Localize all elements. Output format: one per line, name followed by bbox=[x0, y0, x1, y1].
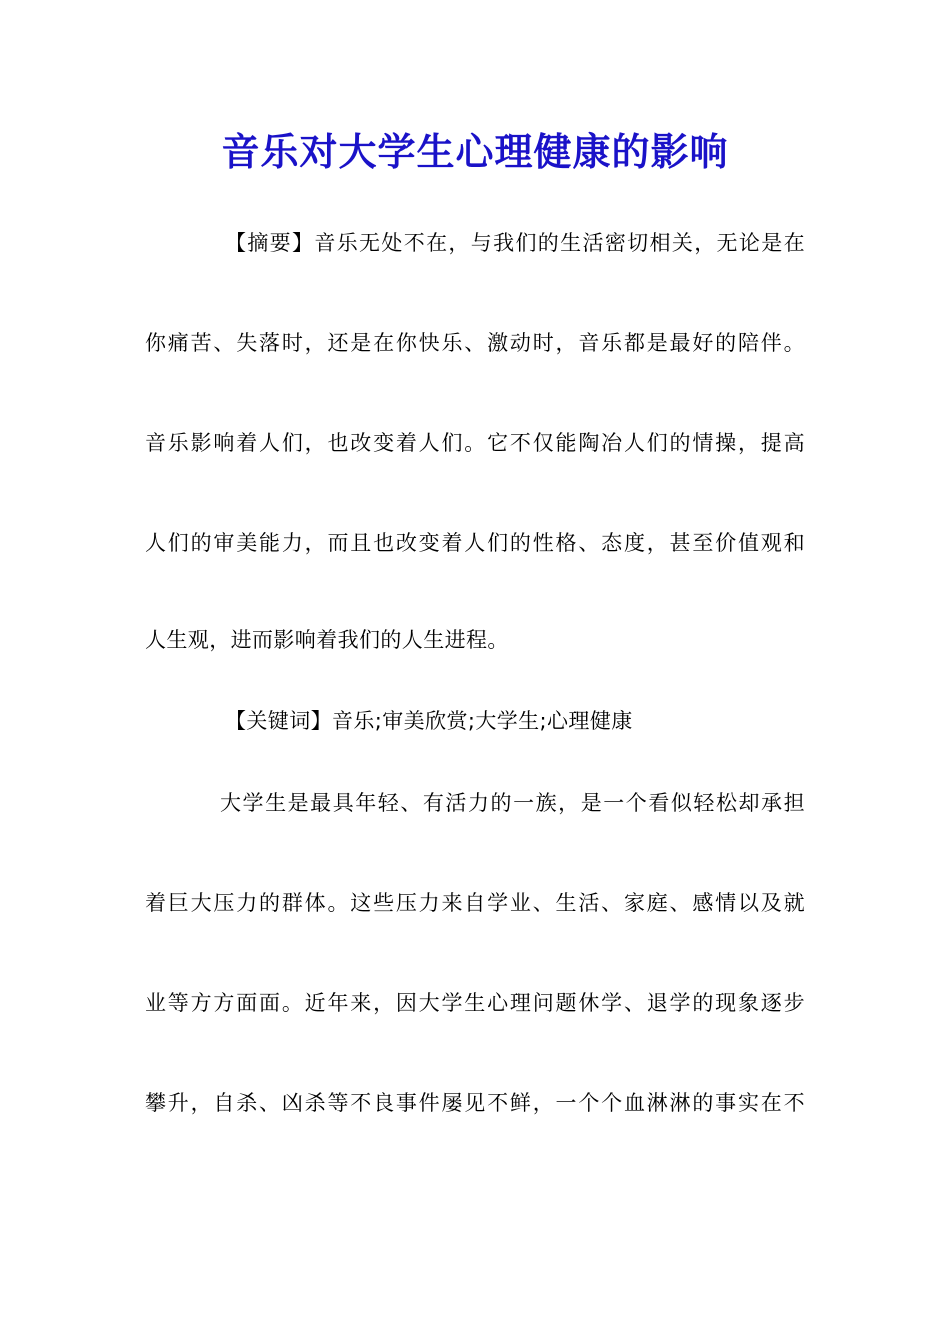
keywords-line: 【关键词】音乐;审美欣赏;大学生;心理健康 bbox=[225, 709, 633, 733]
abstract-line-1: 【摘要】音乐无处不在，与我们的生活密切相关，无论是在 bbox=[225, 231, 805, 255]
body-line-2: 着巨大压力的群体。这些压力来自学业、生活、家庭、感情以及就 bbox=[145, 891, 805, 915]
body-line-3: 业等方方面面。近年来，因大学生心理问题休学、退学的现象逐步 bbox=[145, 991, 805, 1015]
document-title: 音乐对大学生心理健康的影响 bbox=[221, 129, 729, 174]
abstract-line-5: 人生观，进而影响着我们的人生进程。 bbox=[145, 628, 509, 652]
body-line-1: 大学生是最具年轻、有活力的一族，是一个看似轻松却承担 bbox=[220, 791, 805, 815]
abstract-line-4: 人们的审美能力，而且也改变着人们的性格、态度，甚至价值观和 bbox=[145, 531, 805, 555]
body-line-4: 攀升，自杀、凶杀等不良事件屡见不鲜，一个个血淋淋的事实在不 bbox=[145, 1091, 805, 1115]
abstract-line-2: 你痛苦、失落时，还是在你快乐、激动时，音乐都是最好的陪伴。 bbox=[145, 331, 805, 355]
abstract-line-3: 音乐影响着人们，也改变着人们。它不仅能陶冶人们的情操，提高 bbox=[145, 431, 805, 455]
